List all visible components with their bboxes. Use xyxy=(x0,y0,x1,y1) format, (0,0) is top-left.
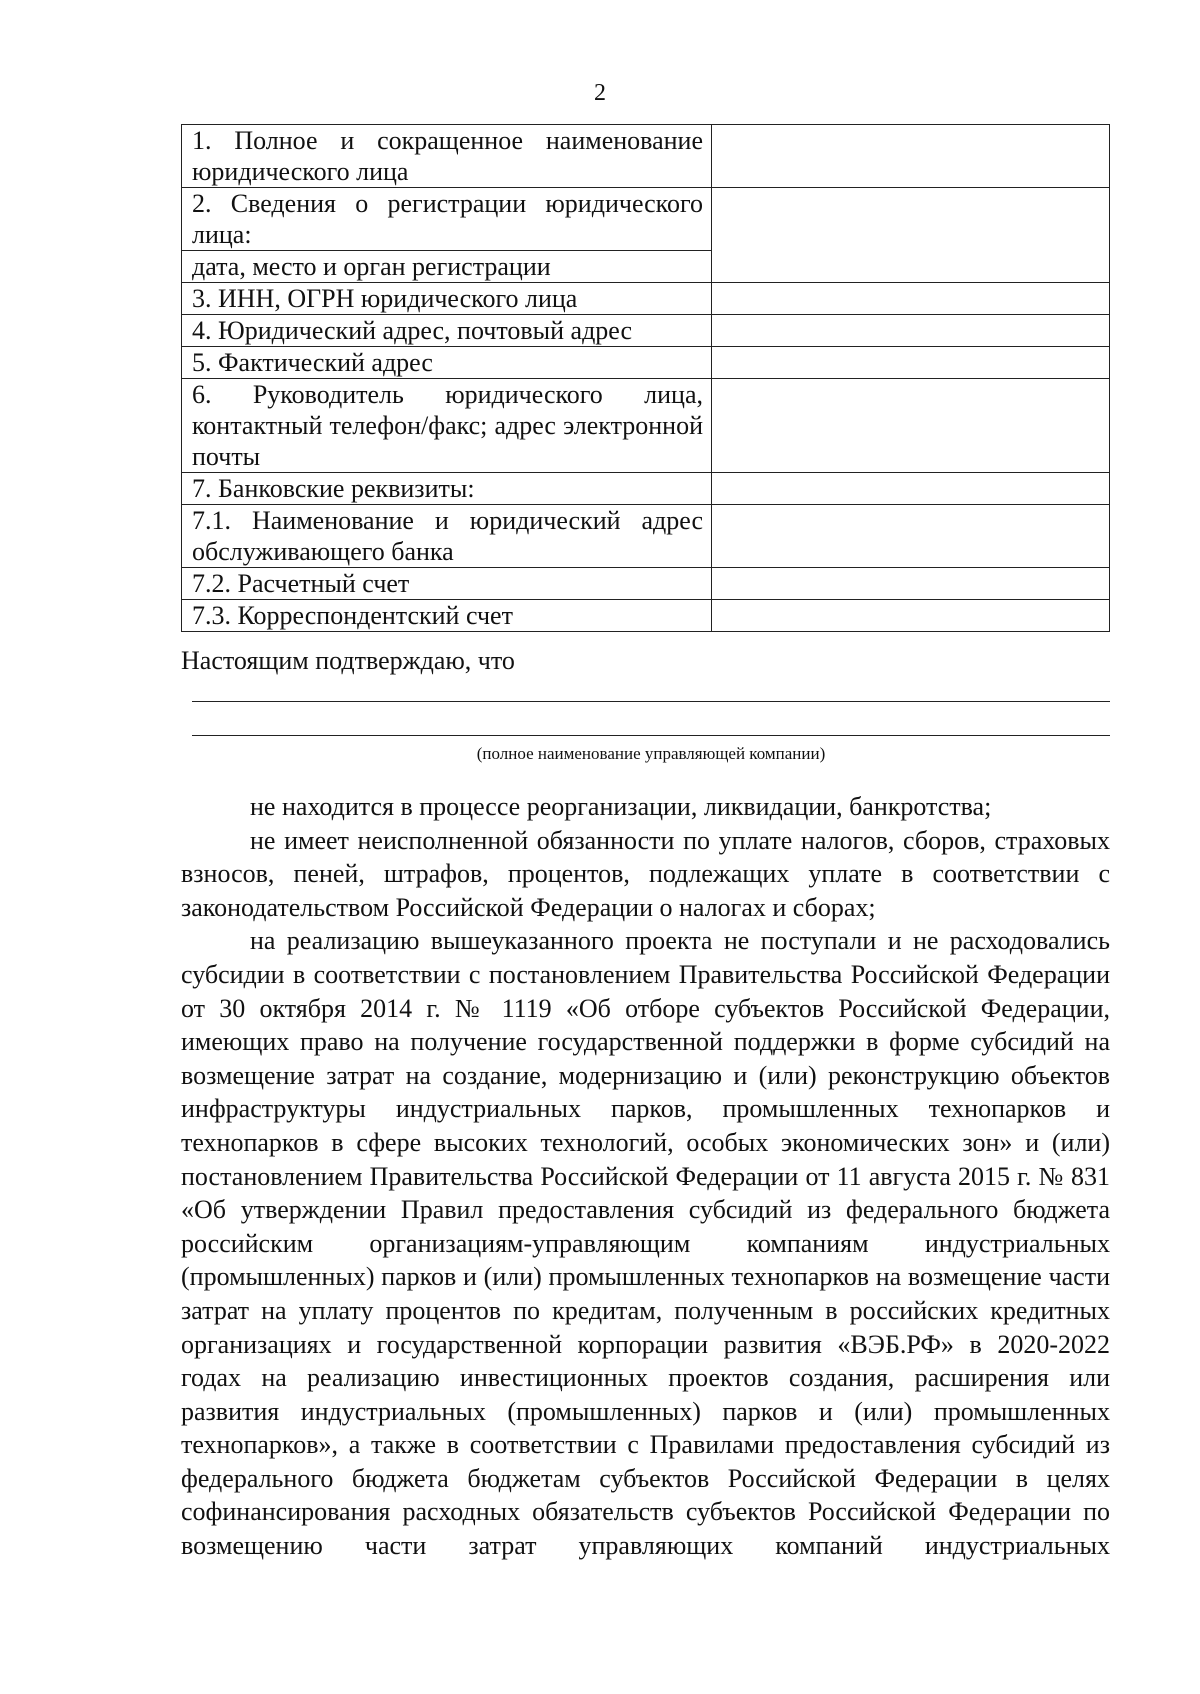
row-label: 7. Банковские реквизиты: xyxy=(182,473,712,505)
confirmation-body xyxy=(181,790,1110,1563)
fill-in-line xyxy=(192,735,1110,736)
row-label: 7.3. Корреспондентский счет xyxy=(182,600,712,632)
paragraph: не находится в процессе реорганизации, ликвидации, банкротства; xyxy=(250,792,992,821)
table-row xyxy=(182,505,1110,568)
table-row xyxy=(182,315,1110,347)
table-row xyxy=(182,568,1110,600)
table-row xyxy=(182,125,1110,188)
confirmation-intro: Настоящим подтверждаю, что xyxy=(181,646,515,675)
row-value xyxy=(712,379,1110,473)
row-value xyxy=(712,347,1110,379)
page-number: 2 xyxy=(594,80,606,106)
row-value xyxy=(712,600,1110,632)
row-label: дата, место и орган регистрации xyxy=(182,251,712,283)
row-label: 1. Полное и сокращенное наименование юридического лица xyxy=(182,125,712,188)
fill-in-line xyxy=(192,701,1110,702)
row-value xyxy=(712,125,1110,188)
row-value xyxy=(712,568,1110,600)
row-label: 7.2. Расчетный счет xyxy=(182,568,712,600)
row-label: 2. Сведения о регистрации юридического лица: xyxy=(182,188,712,251)
paragraph: на реализацию вышеуказанного проекта не поступали и не расходовались субсидии в соответствии с постановлением Правительства Российской Федерации от 30 октября 2014 г. № 1119 «Об отборе субъектов Российской Федерации, имеющих право на получение государственной поддержки в форме субсидий на возмещение затрат на создание, модернизацию и (или) реконструкцию объектов инфраструктуры индустриальных парков, промышленных технопарков и технопарков в сфере высоких технологий, особых экономических зон» и (или) постановлением Правительства Российской Федерации от 11 августа 2015 г. № 831 «Об утверждении Правил предоставления субсидий из федерального бюджета российским организациям-управляющим компаниям индустриальных (промышленных) парков и (или) промышленных технопарков на возмещение части затрат на уплату процентов по кредитам, полученным в российских кредитных организациях и государственной корпорации развития «ВЭБ.РФ» в 2020-2022 годах на реализацию инвестиционных проектов создания, расширения или развития индустриальных (промышленных) парков и (или) промышленных технопарков», а также в соответствии с Правилами предоставления субсидий из федерального бюджета бюджетам субъектов Российской Федерации в целях софинансирования расходных обязательств субъектов Российской Федерации по возмещению части затрат управляющих компаний индустриальных xyxy=(181,926,1110,1561)
table-row xyxy=(182,600,1110,632)
row-label: 3. ИНН, ОГРН юридического лица xyxy=(182,283,712,315)
fill-in-caption: (полное наименование управляющей компании) xyxy=(476,744,826,763)
row-value xyxy=(712,505,1110,568)
row-label: 7.1. Наименование и юридический адрес обслуживающего банка xyxy=(182,505,712,568)
row-label: 6. Руководитель юридического лица, контактный телефон/факс; адрес электронной почты xyxy=(182,379,712,473)
row-label: 4. Юридический адрес, почтовый адрес xyxy=(182,315,712,347)
row-label: 5. Фактический адрес xyxy=(182,347,712,379)
table-row xyxy=(182,283,1110,315)
row-value xyxy=(712,473,1110,505)
row-value xyxy=(712,188,1110,283)
paragraph: не имеет неисполненной обязанности по уплате налогов, сборов, страховых взносов, пеней, штрафов, процентов, подлежащих уплате в соответствии с законодательством Российской Федерации о налогах и сборах; xyxy=(181,825,1110,922)
row-value xyxy=(712,315,1110,347)
table-row xyxy=(182,379,1110,473)
table-row xyxy=(182,473,1110,505)
row-value xyxy=(712,283,1110,315)
table-row xyxy=(182,347,1110,379)
table-row xyxy=(182,188,1110,251)
legal-entity-info-table xyxy=(181,124,1110,632)
